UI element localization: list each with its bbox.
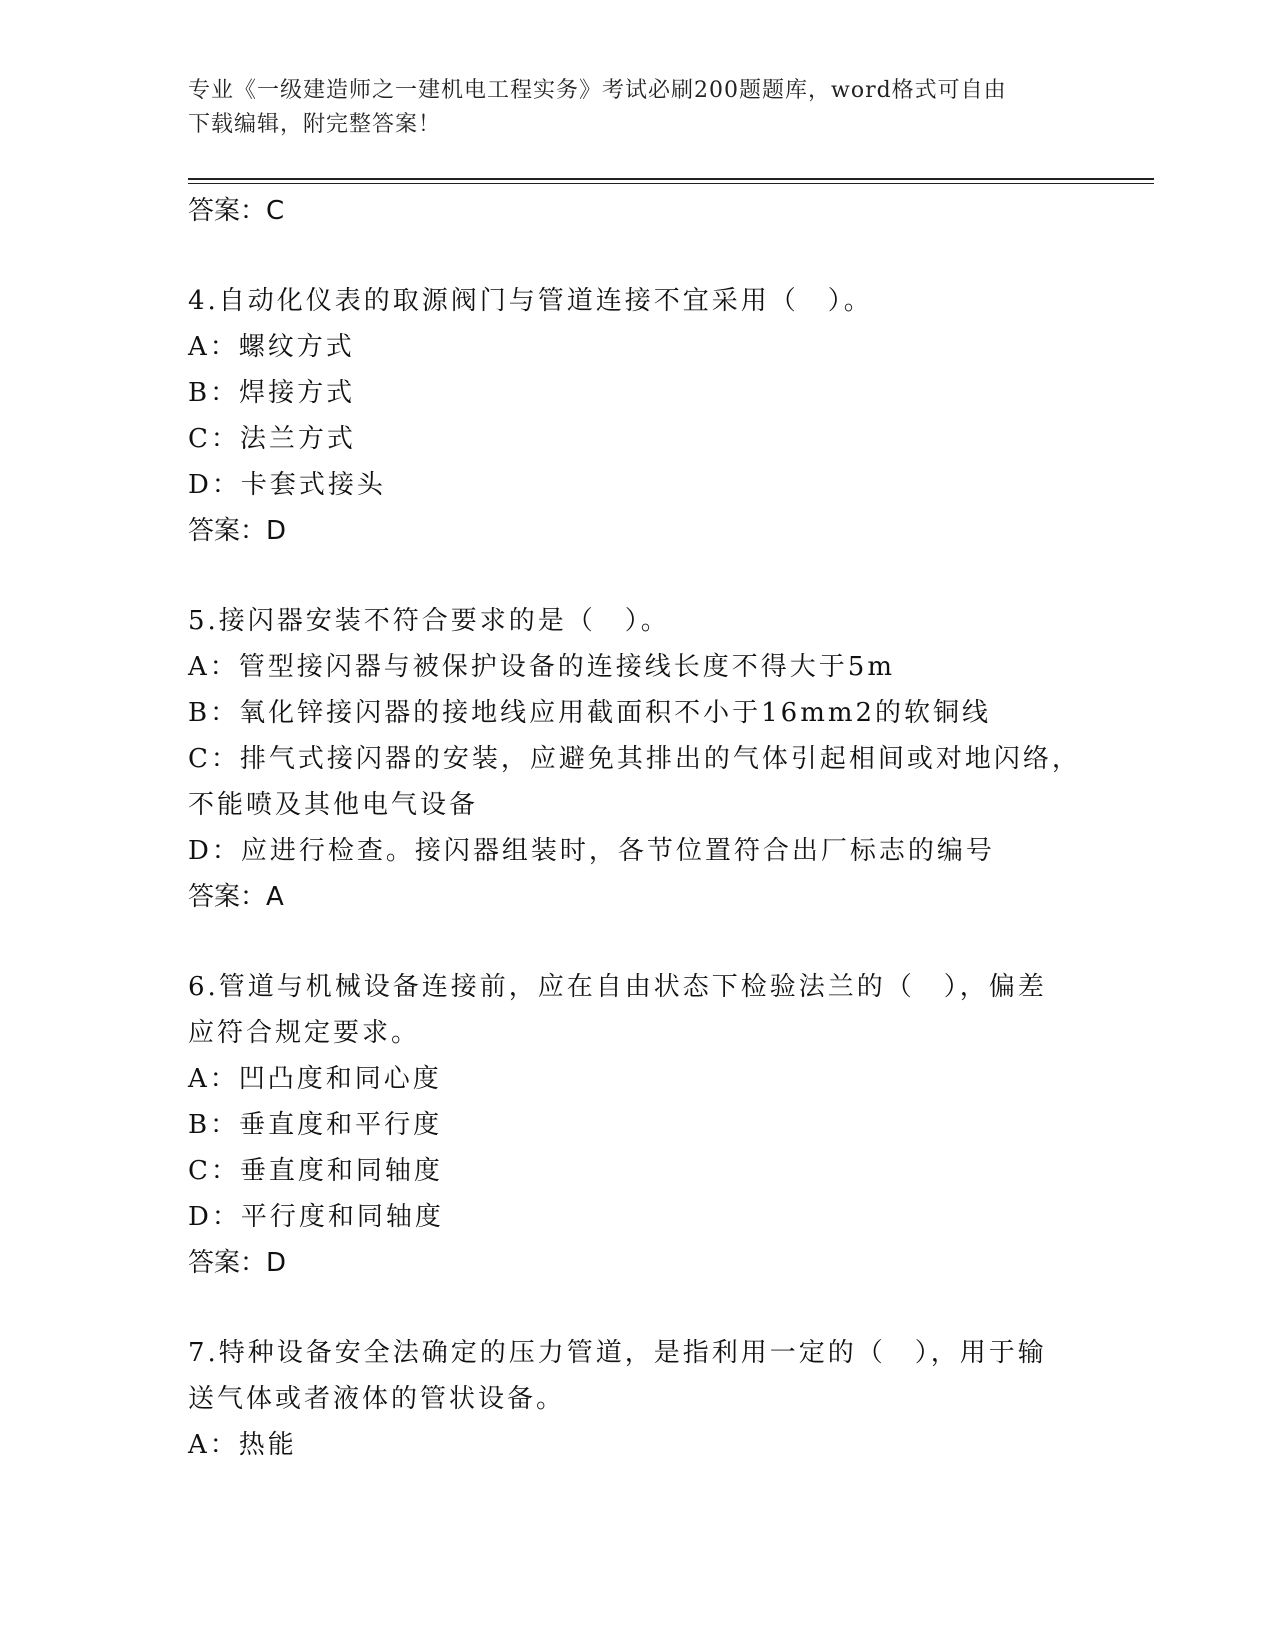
option-b: B：焊接方式 bbox=[188, 378, 356, 408]
option-d: D：应进行检查。接闪器组装时，各节位置符合出厂标志的编号 bbox=[188, 836, 995, 866]
option-a: A：热能 bbox=[188, 1430, 297, 1460]
header-divider bbox=[188, 178, 1154, 180]
option-b: B：氧化锌接闪器的接地线应用截面积不小于16mm2的软铜线 bbox=[188, 698, 992, 728]
answer-label: 答案：D bbox=[188, 516, 287, 546]
header-line-1: 专业《一级建造师之一建机电工程实务》考试必刷200题题库，word格式可自由 bbox=[188, 78, 1007, 103]
header-divider-thin bbox=[188, 183, 1154, 184]
option-b: B：垂直度和平行度 bbox=[188, 1110, 443, 1140]
question-text: 5.接闪器安装不符合要求的是（ ）。 bbox=[188, 606, 670, 636]
option-c: C：法兰方式 bbox=[188, 424, 356, 454]
question-text: 7.特种设备安全法确定的压力管道，是指利用一定的（ ），用于输 bbox=[188, 1338, 1047, 1368]
question-block bbox=[188, 1330, 1088, 1468]
question-block bbox=[188, 964, 1088, 1286]
option-a: A：管型接闪器与被保护设备的连接线长度不得大于5m bbox=[188, 652, 895, 682]
question-block bbox=[188, 278, 1088, 554]
option-a: A：螺纹方式 bbox=[188, 332, 355, 362]
option-c-continued: 不能喷及其他电气设备 bbox=[188, 790, 479, 820]
header-line-2: 下载编辑，附完整答案！ bbox=[188, 112, 442, 137]
option-a: A：凹凸度和同心度 bbox=[188, 1064, 442, 1094]
option-c: C：垂直度和同轴度 bbox=[188, 1156, 443, 1186]
option-c: C：排气式接闪器的安装，应避免其排出的气体引起相间或对地闪络， bbox=[188, 744, 1081, 774]
answer-label: 答案：A bbox=[188, 882, 284, 912]
option-d: D：卡套式接头 bbox=[188, 470, 386, 500]
question-text-continued: 送气体或者液体的管状设备。 bbox=[188, 1384, 566, 1414]
question-text-continued: 应符合规定要求。 bbox=[188, 1018, 421, 1048]
question-text: 4.自动化仪表的取源阀门与管道连接不宜采用（ ）。 bbox=[188, 286, 873, 316]
answer-label: 答案：C bbox=[188, 196, 285, 226]
question-block bbox=[188, 598, 1088, 920]
answer-label: 答案：D bbox=[188, 1248, 287, 1278]
document-header bbox=[188, 74, 1068, 142]
option-d: D：平行度和同轴度 bbox=[188, 1202, 444, 1232]
question-text: 6.管道与机械设备连接前，应在自由状态下检验法兰的（ ），偏差 bbox=[188, 972, 1047, 1002]
question-list bbox=[188, 188, 1088, 1468]
